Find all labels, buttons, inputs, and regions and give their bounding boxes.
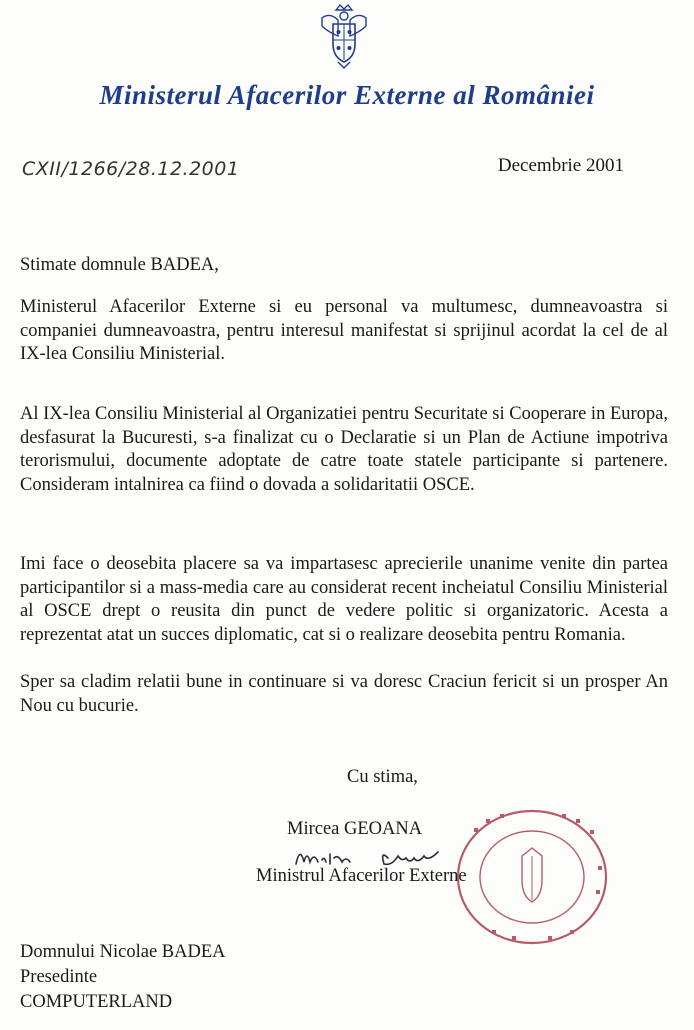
signer-name: Mircea GEOANA [287, 819, 423, 839]
paragraph-3: Imi face o deosebita placere sa va impartasesc aprecierile unanime venite din partea participantilor si a mass-media care au considerat recent incheiatul Consiliu Ministerial al OSCE drept o reusita din punct de vedere politic si organizatoric. Acesta a reprezentat atat un succes diplomatic, cat si o realizare deosebita pentru Romania. [20, 554, 668, 645]
registration-number: CXII/1266/28.12.2001 [22, 158, 240, 180]
addressee-title: Presedinte [20, 967, 98, 987]
romania-coat-of-arms-icon [316, 2, 372, 70]
ministry-header: Ministerul Afacerilor Externe al României [99, 80, 595, 110]
closing: Cu stima, [347, 767, 418, 787]
letter-date: Decembrie 2001 [497, 155, 624, 176]
paragraph-1: Ministerul Afacerilor Externe si eu personal va multumesc, dumneavoastra si companiei dumneavoastra, pentru interesul manifestat si sprijinul acordat la cel de al IX-lea Consiliu Ministerial. [20, 297, 668, 364]
official-stamp [452, 806, 612, 948]
paragraph-2: Al IX-lea Consiliu Ministerial al Organizatiei pentru Securitate si Cooperare in Europa, desfasurat la Bucuresti, s-a finalizat cu o Declaratie si un Plan de Actiune impotriva terorismului, documente adoptate de catre toate statele participante si partenere. Consideram intalnirea ca fiind o dovada a solidaritatii OSCE. [20, 404, 668, 495]
signer-title: Ministrul Afacerilor Externe [256, 866, 467, 886]
salutation: Stimate domnule BADEA, [20, 255, 219, 275]
addressee-name: Domnului Nicolae BADEA [20, 942, 226, 962]
addressee-company: COMPUTERLAND [20, 992, 173, 1012]
paragraph-4: Sper sa cladim relatii bune in continuare si va doresc Craciun fericit si un prosper An Nou cu bucurie. [20, 672, 668, 716]
